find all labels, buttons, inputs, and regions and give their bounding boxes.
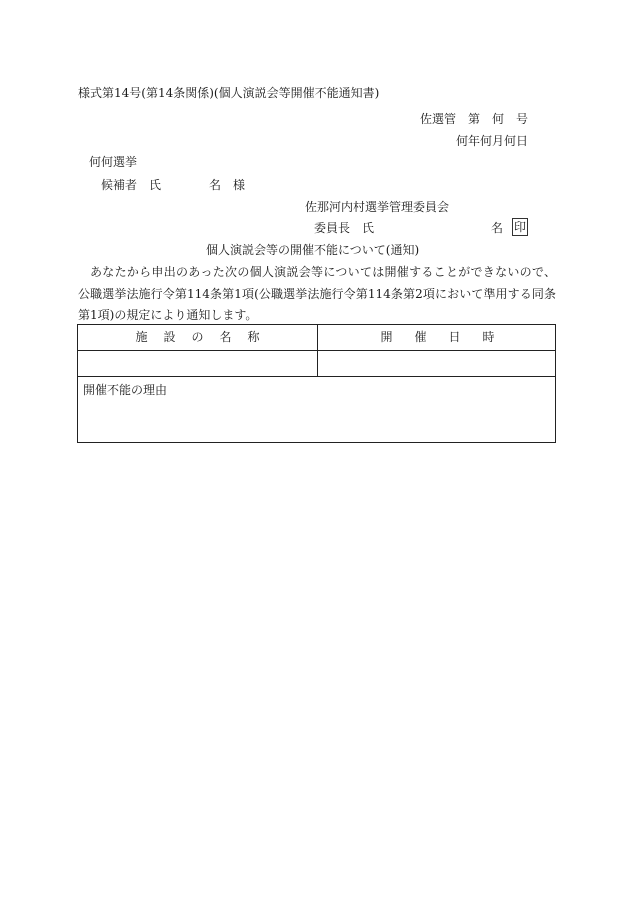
reason-label: 開催不能の理由 xyxy=(83,383,168,397)
header-date-time: 開催日時 xyxy=(380,330,517,344)
candidate-addressee: 候補者 氏 名 様 xyxy=(101,178,246,192)
header-facility-name: 施設の名称 xyxy=(135,330,276,344)
column-divider xyxy=(317,325,318,376)
subject-line: 個人演説会等の開催不能について(通知) xyxy=(206,243,420,257)
document-date: 何年何月何日 xyxy=(455,134,528,148)
election-name: 何何選挙 xyxy=(89,155,138,169)
body-text: あなたから申出のあった次の個人演説会等については開催することができないので、公職選挙法施行令第114条第1項(公職選挙法施行令第114条第2項において準用する同条第1項)の規定により通知します。 xyxy=(78,265,556,322)
seal-mark: 印 xyxy=(514,220,527,234)
document-number: 佐選管 第 何 号 xyxy=(419,112,528,126)
details-table xyxy=(77,324,556,443)
chair-name: 名 xyxy=(491,221,504,235)
chair-title: 委員長 氏 xyxy=(314,221,375,235)
committee-name: 佐那河内村選挙管理委員会 xyxy=(305,200,450,214)
form-title: 様式第14号(第14条関係)(個人演説会等開催不能通知書) xyxy=(78,86,380,100)
